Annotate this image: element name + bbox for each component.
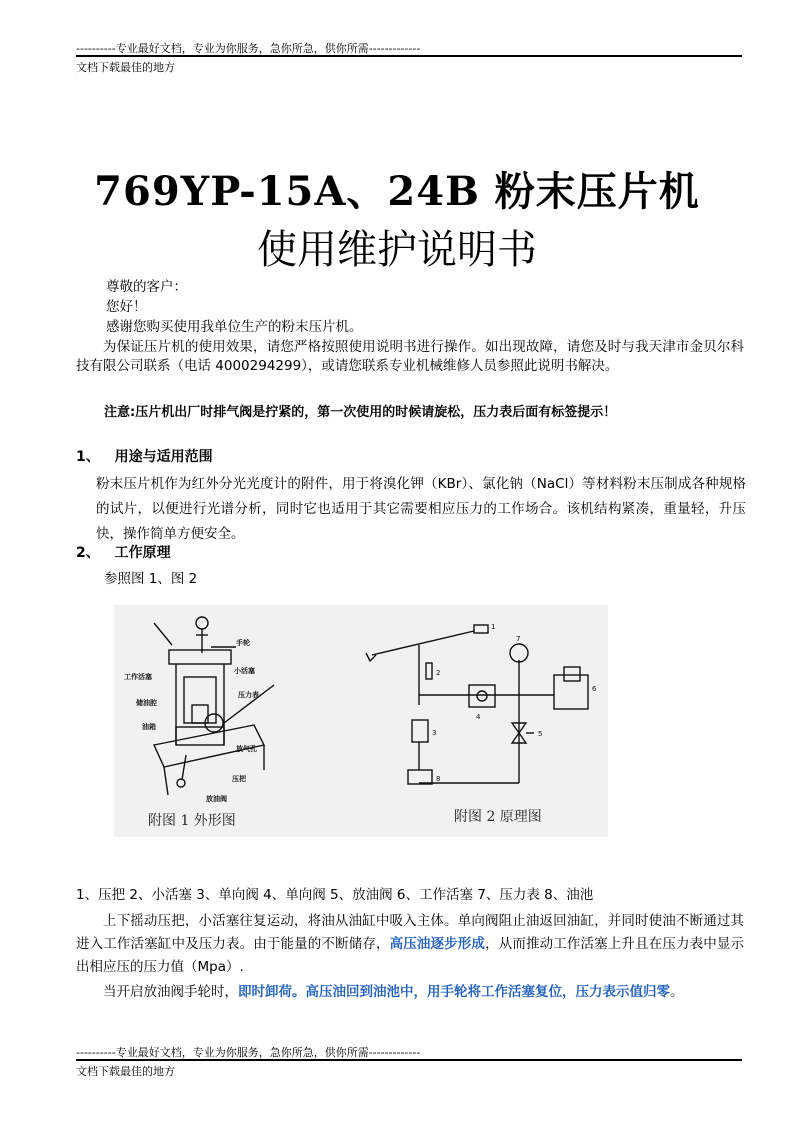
header-rule: [76, 55, 742, 57]
press-illustration: [154, 617, 274, 795]
schematic-diagram: [366, 625, 588, 784]
notice: 注意:压片机出厂时排气阀是拧紧的，第一次使用的时候请旋松，压力表后面有标签提示！: [104, 405, 617, 420]
figure-panel: [114, 605, 608, 837]
thanks-line: 感谢您购买使用我单位生产的粉末压片机。: [106, 319, 363, 335]
principle-highlight-1: 高压油逐步形成: [389, 936, 486, 952]
principle-paragraph-1: [76, 910, 744, 979]
fig2-num-3: 3: [432, 729, 437, 737]
principle-paragraph-2: [76, 983, 744, 1002]
document-title-line1: 769YP-15A、24B 粉末压片机: [94, 168, 700, 215]
intro-paragraph: 为保证压片机的使用效果，请您严格按照使用说明书进行操作。如出现故障，请您及时与我天津市金贝尔科技有限公司联系（电话 4000294299），或请您联系专业机械维修人员参照此说明书解决。: [76, 339, 744, 374]
section1-heading: [76, 446, 213, 466]
section1-number: 1、: [76, 449, 100, 465]
fig2-num-5: 5: [538, 730, 543, 738]
fig2-num-6: 6: [592, 685, 597, 693]
section2-ref: 参照图 1、图 2: [104, 571, 198, 587]
header-slogan: ----------专业最好文档，专业为你服务，急你所急，供你所需-------------: [76, 42, 421, 55]
fig1-label-oil-chamber: 储油腔: [136, 699, 157, 707]
principle-text-2: 当开启放油阀手轮时，: [103, 984, 238, 1000]
parts-legend: 1、压把 2、小活塞 3、单向阀 4、单向阀 5、放油阀 6、工作活塞 7、压力表 8、油池: [76, 887, 594, 903]
fig1-label-small-piston: 小活塞: [234, 667, 255, 675]
fig1-label-vent: 放气孔: [236, 745, 257, 753]
footer-sub: 文档下载最佳的地方: [76, 1065, 175, 1078]
principle-text-2-end: 。: [670, 984, 684, 1000]
salutation: 尊敬的客户：: [106, 279, 187, 295]
section2-heading: [76, 542, 171, 562]
principle-text-1: 上下摇动压把，小活塞往复运动，将油从油缸中吸入主体。单向阀阻止油返回油缸，并同时使油不断通过其进入工作活塞缸中及压力表。由于能量的不断储存，: [76, 913, 744, 952]
fig1-label-oil-tank: 油箱: [142, 723, 156, 731]
fig1-label-handle: 压把: [232, 775, 246, 783]
section1-title: 用途与适用范围: [114, 449, 213, 465]
hello-line: 您好！: [106, 299, 147, 315]
document-title-line2: 使用维护说明书: [257, 227, 537, 273]
principle-highlight-2: 即时卸荷。高压油回到油池中，用手轮将工作活塞复位，压力表示值归零: [238, 984, 670, 1000]
fig1-label-handwheel: 手轮: [236, 639, 250, 647]
footer-slogan: ----------专业最好文档，专业为你服务，急你所急，供你所需-------------: [76, 1046, 421, 1059]
footer-rule: [76, 1059, 742, 1061]
fig1-label-working-piston: 工作活塞: [124, 673, 152, 681]
fig2-caption: 附图 2 原理图: [454, 809, 542, 825]
fig2-num-8: 8: [436, 775, 441, 783]
principle-text-1-end: ，从而推动工作活塞上升且在压力表中显示出相应压的压力值（Mpa）.: [76, 936, 745, 975]
fig2-num-2: 2: [436, 669, 441, 677]
fig2-num-7: 7: [516, 635, 521, 643]
fig2-num-1: 1: [491, 623, 496, 631]
header-sub: 文档下载最佳的地方: [76, 61, 175, 74]
fig1-label-gauge: 压力表: [238, 691, 259, 699]
fig1-label-release-valve: 放油阀: [206, 795, 227, 803]
section2-number: 2、: [76, 545, 100, 561]
fig2-num-4: 4: [476, 713, 481, 721]
section2-title: 工作原理: [114, 545, 171, 561]
figure-drawing: [114, 605, 608, 837]
section1-body: 粉末压片机作为红外分光光度计的附件，用于将溴化钾（KBr）、氯化钠（NaCl）等材料粉末压制成各种规格的试片，以便进行光谱分析，同时它也适用于其它需要相应压力的工作场合。该机结构紧凑，重量轻，升压快，操作简单方便安全。: [96, 476, 746, 542]
fig1-caption: 附图 1 外形图: [148, 813, 236, 829]
